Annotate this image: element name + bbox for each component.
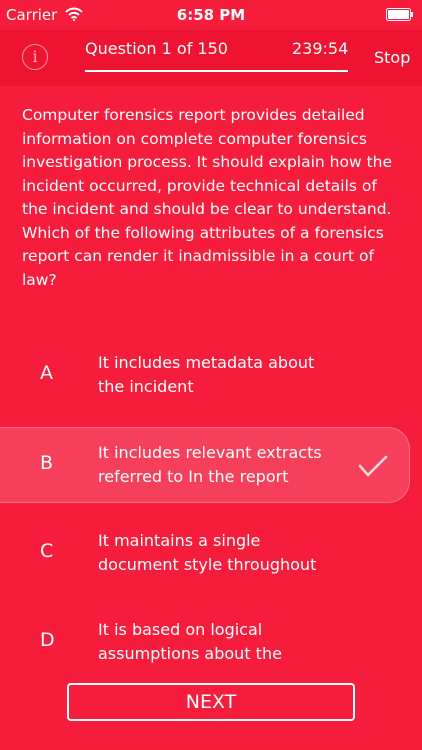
progress-bar [85,70,348,72]
answer-text: It includes metadata about the incident [98,353,315,396]
progress-fill [85,70,348,72]
question-counter: Question 1 of 150 [85,39,228,58]
info-button[interactable] [22,44,48,70]
carrier-label: Carrier [6,6,58,24]
answer-option-d[interactable] [0,605,410,669]
answer-option-c[interactable] [0,516,410,592]
answer-letter: D [40,629,55,651]
next-button[interactable]: NEXT [67,683,355,721]
battery-icon [386,8,414,21]
answer-letter: C [40,540,54,562]
answer-text: It maintains a single document style throughout [98,531,317,574]
status-clock: 6:58 PM [176,6,246,24]
quiz-header [0,30,422,86]
answer-letter: A [40,362,53,384]
answer-letter: B [40,452,54,474]
answer-text: It is based on logical assumptions about the [98,620,282,663]
countdown-timer: 239:54 [292,39,349,58]
info-icon: i [32,47,38,66]
status-bar [0,0,422,30]
question-text: Computer forensics report provides detailed information on complete computer forensics investigation process. It should explain how the incident occurred, provide technical details of the incident and should be clear to understand. Which of the following attributes of a forensics report can render it inadmissible in a court of law? [22,106,393,289]
answer-option-a[interactable] [0,338,410,414]
answer-text: It includes relevant extracts referred to In the report [98,443,322,486]
stop-button[interactable]: Stop [374,48,411,67]
answer-option-b[interactable] [0,427,410,503]
check-icon [358,454,388,478]
